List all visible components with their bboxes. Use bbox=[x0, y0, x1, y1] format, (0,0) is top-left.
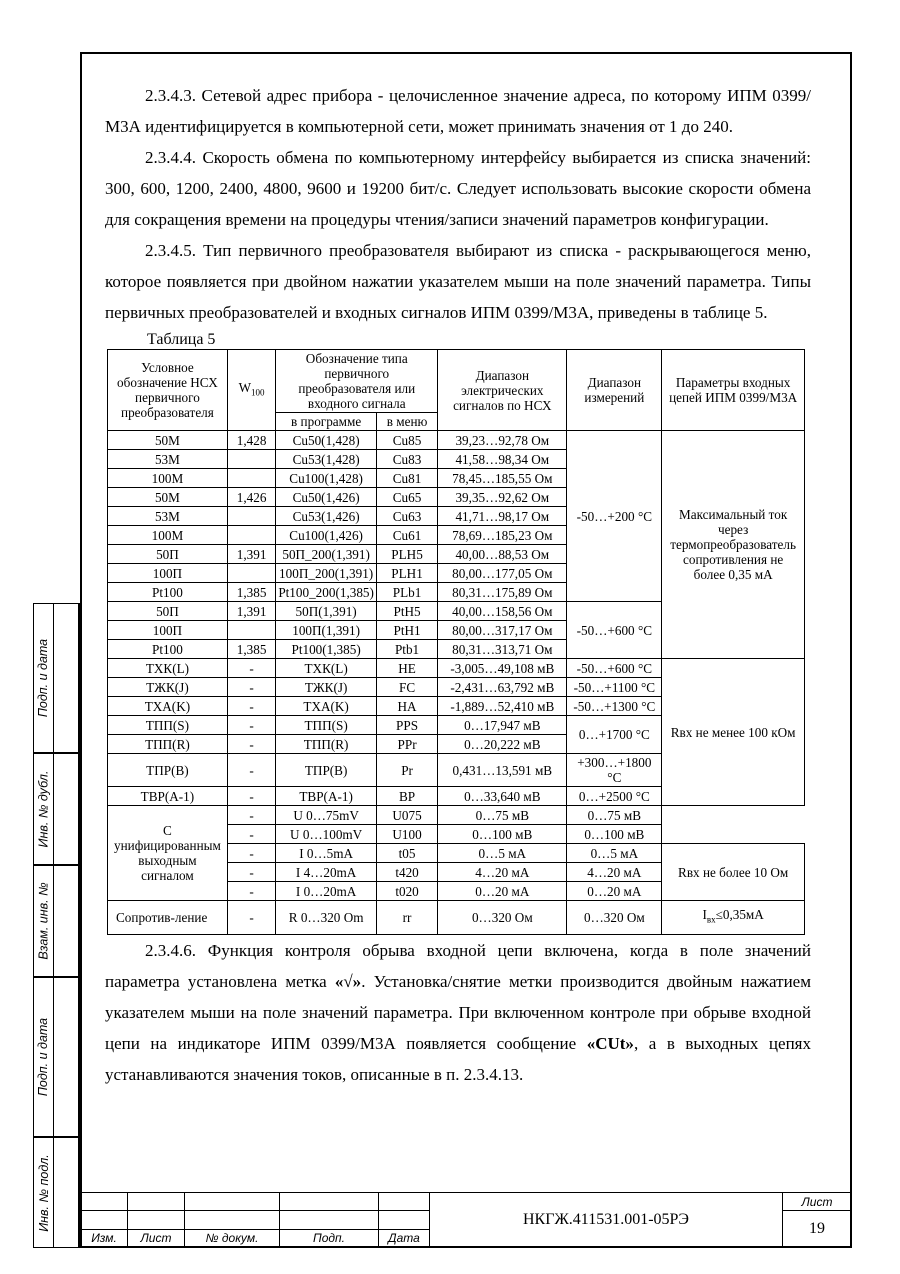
table-cell: 0…5 мА bbox=[438, 844, 567, 863]
table-cell: 50П bbox=[108, 545, 228, 564]
table-cell bbox=[227, 469, 275, 488]
table-cell: 50П_200(1,391) bbox=[276, 545, 377, 564]
unified-label: С унифицированным выходным сигналом bbox=[108, 806, 228, 901]
table-cell: Pt100 bbox=[108, 583, 228, 602]
table-cell: ТПП(S) bbox=[276, 716, 377, 735]
table-cell: - bbox=[227, 678, 275, 697]
sheet-number: 19 bbox=[783, 1211, 852, 1248]
table-cell: 100П bbox=[108, 564, 228, 583]
table-cell: PLH5 bbox=[376, 545, 437, 564]
table-cell: ТХА(K) bbox=[276, 697, 377, 716]
table-cell: 4…20 мА bbox=[438, 863, 567, 882]
table-cell: 0…20 мА bbox=[567, 882, 662, 901]
table-cell: 0…75 мВ bbox=[567, 806, 662, 825]
paragraph-2-3-4-4: 2.3.4.4. Скорость обмена по компьютерному интерфейсу выбирается из списка значений: 300, 600, 1200, 2400, 4800, 9600 и 19200 бит/с. Следует использовать высокие скорости обмена для сокращения времени на процедуры чтения/записи значений параметров конфигурации. bbox=[105, 148, 811, 229]
table-cell: ТХК(L) bbox=[276, 659, 377, 678]
table-cell: 80,31…175,89 Ом bbox=[438, 583, 567, 602]
table-cell: 0…33,640 мВ bbox=[438, 787, 567, 806]
table-row bbox=[108, 431, 805, 450]
table-cell: ТПР(B) bbox=[276, 754, 377, 787]
table-cell: PtH1 bbox=[376, 621, 437, 640]
table-cell: 1,428 bbox=[227, 431, 275, 450]
table-cell: Pt100_200(1,385) bbox=[276, 583, 377, 602]
table-cell: ТЖК(J) bbox=[276, 678, 377, 697]
header-designation: Условное обозначение НСХ первичного преобразователя bbox=[108, 350, 228, 431]
table-cell: rr bbox=[376, 901, 437, 935]
table-cell: 0…75 мВ bbox=[438, 806, 567, 825]
table-cell: - bbox=[227, 735, 275, 754]
table-cell: 1,391 bbox=[227, 545, 275, 564]
table-cell bbox=[227, 507, 275, 526]
table-cell: 50П(1,391) bbox=[276, 602, 377, 621]
table-cell: ТПП(S) bbox=[108, 716, 228, 735]
table-cell: - bbox=[227, 863, 275, 882]
document-code: НКГЖ.411531.001-05РЭ bbox=[430, 1193, 783, 1248]
table-cell: Cu83 bbox=[376, 450, 437, 469]
table-cell: 0…100 мВ bbox=[567, 825, 662, 844]
table-cell: 0…5 мА bbox=[567, 844, 662, 863]
table-cell: PPS bbox=[376, 716, 437, 735]
table-cell: PPr bbox=[376, 735, 437, 754]
table-cell: - bbox=[227, 754, 275, 787]
table-cell: U100 bbox=[376, 825, 437, 844]
header-meas-range: Диапазон измерений bbox=[567, 350, 662, 431]
tb-doc: № докум. bbox=[185, 1229, 280, 1247]
table-cell: Cu61 bbox=[376, 526, 437, 545]
table-cell: Cu65 bbox=[376, 488, 437, 507]
header-in-program: в программе bbox=[276, 413, 377, 431]
table-cell: Cu81 bbox=[376, 469, 437, 488]
table-cell: ТВР(А-1) bbox=[108, 787, 228, 806]
paragraph-2-3-4-3: 2.3.4.3. Сетевой адрес прибора - целочисленное значение адреса, по которому ИПМ 0399/М3А идентифицируется в компьютерной сети, может принимать значения от 1 до 240. bbox=[105, 86, 811, 136]
table-cell: 1,391 bbox=[227, 602, 275, 621]
table-cell: Cu50(1,428) bbox=[276, 431, 377, 450]
table-cell: 41,58…98,34 Ом bbox=[438, 450, 567, 469]
table-cell: 41,71…98,17 Ом bbox=[438, 507, 567, 526]
header-w100: $W_{100}$ bbox=[227, 350, 275, 431]
meas-range-cu: -50…+200 °C bbox=[567, 431, 662, 602]
table-cell: ТПП(R) bbox=[108, 735, 228, 754]
table-cell: Cu53(1,428) bbox=[276, 450, 377, 469]
table-cell: -50…+1300 °C bbox=[567, 697, 662, 716]
table-cell: 0…100 мВ bbox=[438, 825, 567, 844]
table-cell: t020 bbox=[376, 882, 437, 901]
side-field-orig-inv: Инв. № подл. bbox=[33, 1137, 80, 1248]
header-el-range: Диапазон электрических сигналов по НСХ bbox=[438, 350, 567, 431]
table-cell: 53М bbox=[108, 450, 228, 469]
header-params: Параметры входных цепей ИПМ 0399/М3А bbox=[662, 350, 805, 431]
table-cell: -2,431…63,792 мВ bbox=[438, 678, 567, 697]
table-cell: 80,31…313,71 Ом bbox=[438, 640, 567, 659]
table-cell: 78,45…185,55 Ом bbox=[438, 469, 567, 488]
table-cell: 0…17,947 мВ bbox=[438, 716, 567, 735]
table-cell: BP bbox=[376, 787, 437, 806]
meas-range-pt: -50…+600 °C bbox=[567, 602, 662, 659]
table-cell: Ptb1 bbox=[376, 640, 437, 659]
table-cell: - bbox=[227, 659, 275, 678]
table-cell: 0…320 Ом bbox=[438, 901, 567, 935]
side-field-replace-inv: Взам. инв. № bbox=[33, 865, 80, 977]
table-cell: 78,69…185,23 Ом bbox=[438, 526, 567, 545]
table-cell: -50…+600 °C bbox=[567, 659, 662, 678]
table-cell: - bbox=[227, 901, 275, 935]
table-cell: Cu50(1,426) bbox=[276, 488, 377, 507]
table-cell: 53М bbox=[108, 507, 228, 526]
table-cell: Сопротив-ление bbox=[108, 901, 228, 935]
table-cell bbox=[227, 450, 275, 469]
table-cell: 0…320 Ом bbox=[567, 901, 662, 935]
table-cell: 0,431…13,591 мВ bbox=[438, 754, 567, 787]
table-cell: -50…+1100 °C bbox=[567, 678, 662, 697]
table-cell: FC bbox=[376, 678, 437, 697]
sheet-label: Лист bbox=[783, 1193, 852, 1211]
table-cell: - bbox=[227, 844, 275, 863]
table-cell: +300…+1800 °C bbox=[567, 754, 662, 787]
paragraph-2-3-4-6: 2.3.4.6. Функция контроля обрыва входной цепи включена, когда в поле значений параметра установлена метка «√». Установка/снятие метки производится двойным нажатием указателем мыши на поле значений параметра. При включенном контроле при обрыве входной цепи на индикаторе ИПМ 0399/М3А появляется сообщение «CUt», а в выходных цепях устанавливаются значения токов, описанные в п. 2.3.4.13. bbox=[105, 941, 811, 1084]
document-body bbox=[105, 80, 811, 1090]
paragraph-2-3-4-5: 2.3.4.5. Тип первичного преобразователя выбирают из списка - раскрывающегося меню, которое появляется при двойном нажатии указателем мыши на поле значений параметра. Типы первичных преобразователей и входных сигналов ИПМ 0399/М3А, приведены в таблице 5. bbox=[105, 241, 811, 322]
table-cell: Cu53(1,426) bbox=[276, 507, 377, 526]
table-cell: 50М bbox=[108, 431, 228, 450]
table-cell: U 0…100mV bbox=[276, 825, 377, 844]
table-cell: 0…20 мА bbox=[438, 882, 567, 901]
table-cell: 50М bbox=[108, 488, 228, 507]
table-cell: 0…+2500 °C bbox=[567, 787, 662, 806]
table-cell: Cu63 bbox=[376, 507, 437, 526]
table-cell: Pr bbox=[376, 754, 437, 787]
table-cell bbox=[227, 621, 275, 640]
params-tc: Rвх не менее 100 кОм bbox=[662, 659, 805, 806]
table-cell: I 4…20mA bbox=[276, 863, 377, 882]
table-cell: PLH1 bbox=[376, 564, 437, 583]
table-cell: ТХА(K) bbox=[108, 697, 228, 716]
table-cell: - bbox=[227, 806, 275, 825]
table-cell: Cu100(1,428) bbox=[276, 469, 377, 488]
table-cell: - bbox=[227, 882, 275, 901]
params-resistance: $I_{вх}\le 0,35мА$ bbox=[662, 901, 805, 935]
table-cell: PtH5 bbox=[376, 602, 437, 621]
table-cell: 40,00…158,56 Ом bbox=[438, 602, 567, 621]
table-cell: -3,005…49,108 мВ bbox=[438, 659, 567, 678]
params-current: Rвх не более 10 Ом bbox=[662, 844, 805, 901]
table-cell: - bbox=[227, 716, 275, 735]
table-cell: R 0…320 Om bbox=[276, 901, 377, 935]
table-cell: HA bbox=[376, 697, 437, 716]
table-header-row bbox=[108, 350, 805, 413]
tb-podp: Подп. bbox=[280, 1229, 379, 1247]
table-cell: 100П(1,391) bbox=[276, 621, 377, 640]
header-type: Обозначение типа первичного преобразователя или входного сигнала bbox=[276, 350, 438, 413]
table-cell: ТЖК(J) bbox=[108, 678, 228, 697]
side-field-sign-date-2: Подп. и дата bbox=[33, 977, 80, 1137]
tb-izm: Изм. bbox=[81, 1229, 128, 1247]
table-cell: 4…20 мА bbox=[567, 863, 662, 882]
table-cell: 100П bbox=[108, 621, 228, 640]
table-cell: ТВР(А-1) bbox=[276, 787, 377, 806]
table-row bbox=[108, 806, 805, 825]
table-cell: I 0…5mA bbox=[276, 844, 377, 863]
table-cell: U075 bbox=[376, 806, 437, 825]
table-cell: 1,385 bbox=[227, 640, 275, 659]
table-cell: - bbox=[227, 697, 275, 716]
table-cell: U 0…75mV bbox=[276, 806, 377, 825]
params-rtd: Максимальный ток через термопреобразователь сопротивления не более 0,35 мА bbox=[662, 431, 805, 659]
table-cell bbox=[227, 526, 275, 545]
table-cell: 1,426 bbox=[227, 488, 275, 507]
table-cell: 50П bbox=[108, 602, 228, 621]
table-cell: t420 bbox=[376, 863, 437, 882]
table-cell: 80,00…317,17 Ом bbox=[438, 621, 567, 640]
table-cell: 100П_200(1,391) bbox=[276, 564, 377, 583]
table-cell: 0…+1700 °C bbox=[567, 716, 662, 754]
table-cell: 39,23…92,78 Ом bbox=[438, 431, 567, 450]
table-cell: 40,00…88,53 Ом bbox=[438, 545, 567, 564]
tb-list: Лист bbox=[128, 1229, 185, 1247]
table-cell: Cu85 bbox=[376, 431, 437, 450]
table-cell: Pt100(1,385) bbox=[276, 640, 377, 659]
table-row bbox=[108, 901, 805, 935]
table-cell: 39,35…92,62 Ом bbox=[438, 488, 567, 507]
table-cell: - bbox=[227, 787, 275, 806]
table-cell: t05 bbox=[376, 844, 437, 863]
table-cell: 100М bbox=[108, 469, 228, 488]
table-cell: 0…20,222 мВ bbox=[438, 735, 567, 754]
tb-data: Дата bbox=[379, 1229, 430, 1247]
header-in-menu: в меню bbox=[376, 413, 437, 431]
table-cell: ТПР(B) bbox=[108, 754, 228, 787]
title-block bbox=[80, 1192, 852, 1248]
table-cell: ТПП(R) bbox=[276, 735, 377, 754]
table-cell: PLb1 bbox=[376, 583, 437, 602]
table-cell: Cu100(1,426) bbox=[276, 526, 377, 545]
table-cell: Pt100 bbox=[108, 640, 228, 659]
table-cell: 1,385 bbox=[227, 583, 275, 602]
table-cell: I 0…20mA bbox=[276, 882, 377, 901]
table-cell: ТХК(L) bbox=[108, 659, 228, 678]
table-cell: HE bbox=[376, 659, 437, 678]
table-cell bbox=[227, 564, 275, 583]
table-cell: - bbox=[227, 825, 275, 844]
table-cell: 80,00…177,05 Ом bbox=[438, 564, 567, 583]
table-5 bbox=[107, 349, 805, 935]
side-field-sign-date-1: Подп. и дата bbox=[33, 603, 80, 753]
table-cell: 100М bbox=[108, 526, 228, 545]
table-cell: -1,889…52,410 мВ bbox=[438, 697, 567, 716]
side-field-dup-inv: Инв. № дубл. bbox=[33, 753, 80, 865]
table-caption: Таблица 5 bbox=[147, 331, 216, 348]
table-row bbox=[108, 659, 805, 678]
